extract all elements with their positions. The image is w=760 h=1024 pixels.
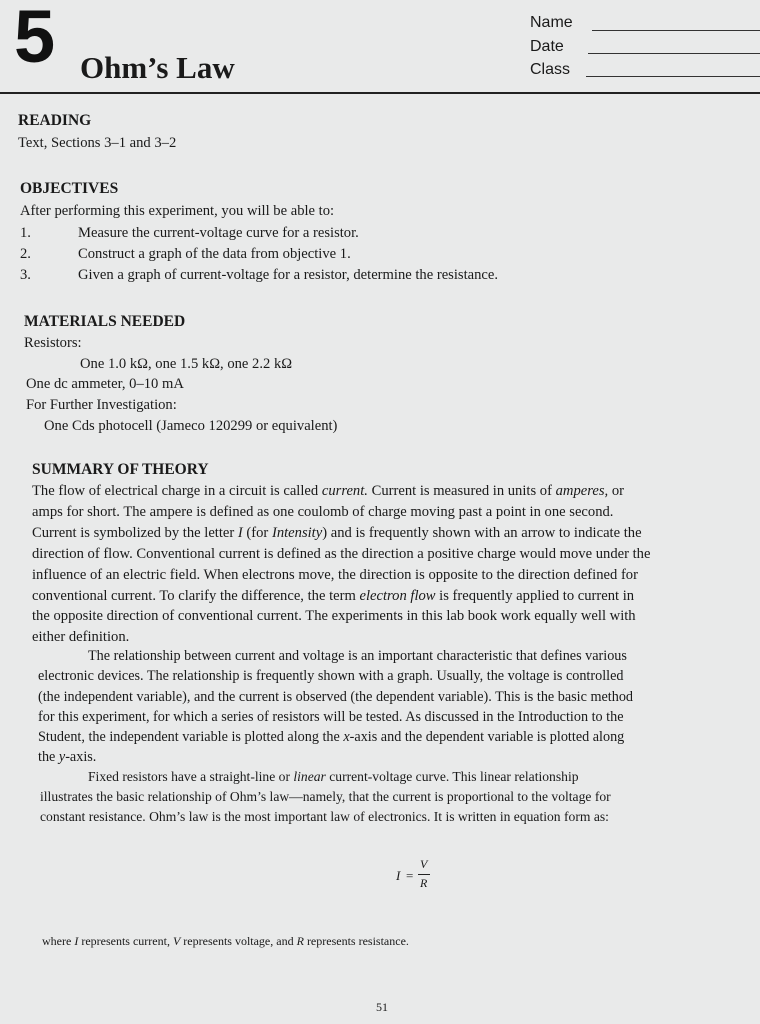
materials-line: For Further Investigation:	[26, 397, 177, 413]
text-segment: y	[58, 749, 66, 765]
objective-item: Given a graph of current-voltage for a resistor, determine the resistance.	[78, 267, 499, 283]
equation-lhs: I	[396, 868, 401, 883]
text-segment: linear	[293, 769, 326, 784]
text-segment: amps for short. The ampere is defined as one coulomb of charge moving past a point in one second.	[32, 504, 614, 520]
name-label: Name	[530, 14, 573, 31]
text-segment: electronic devices. The relationship is frequently shown with a graph. Usually, the voltage is controlled	[38, 668, 624, 684]
summary-line	[38, 689, 633, 706]
summary-line	[32, 546, 650, 563]
text-segment: Fixed resistors have a straight-line or	[88, 769, 294, 784]
text-segment: R	[296, 934, 304, 948]
objective-item: Measure the current-voltage curve for a resistor.	[78, 225, 359, 241]
materials-line: Resistors:	[24, 335, 82, 351]
materials-line: One dc ammeter, 0–10 mA	[26, 376, 184, 392]
text-segment: Intensity	[271, 525, 323, 541]
text-segment: -axis.	[65, 749, 97, 765]
text-segment: (for	[242, 525, 272, 541]
summary-line	[32, 483, 624, 500]
text-segment: represents resistance.	[303, 934, 409, 948]
text-segment: V	[172, 934, 181, 948]
text-segment: where	[42, 934, 75, 948]
equation-numerator: V	[420, 857, 428, 871]
materials-line: One 1.0 kΩ, one 1.5 kΩ, one 2.2 kΩ	[80, 356, 293, 372]
objective-num: 1.	[20, 225, 31, 241]
text-segment: The relationship between current and voltage is an important characteristic that defines various	[88, 648, 627, 664]
equation-equals: =	[406, 868, 414, 883]
reading-text: Text, Sections 3–1 and 3–2	[18, 135, 177, 151]
text-segment: the opposite direction of conventional current. The experiments in this lab book work equally well with	[32, 608, 636, 624]
summary-line	[88, 769, 579, 785]
header-rule	[0, 92, 760, 94]
objectives-intro: After performing this experiment, you will be able to:	[20, 203, 335, 219]
text-segment: ) and is frequently shown with an arrow to indicate the	[322, 525, 642, 541]
text-segment: the	[38, 749, 59, 765]
text-segment: for this experiment, for which a series of resistors will be tested. As discussed in the Introduction to the	[38, 709, 624, 725]
class-label: Class	[530, 61, 571, 78]
text-segment: current-voltage curve. This linear relationship	[325, 769, 579, 784]
summary-line	[32, 588, 634, 605]
text-segment: is frequently applied to current in	[435, 588, 635, 604]
chapter-number: 5	[14, 0, 56, 78]
summary-heading: SUMMARY OF THEORY	[32, 461, 209, 478]
objectives-heading: OBJECTIVES	[20, 180, 119, 197]
text-segment: influence of an electric field. When electrons move, the direction is opposite to the direction defined for	[32, 567, 638, 583]
text-segment: x	[343, 729, 350, 745]
text-segment: or	[608, 483, 624, 499]
text-segment: current.	[321, 483, 368, 499]
text-segment: (the independent variable), and the current is observed (the dependent variable). This is the basic method	[38, 689, 634, 705]
text-segment: Student, the independent variable is plotted along the	[38, 729, 344, 745]
summary-line	[38, 709, 624, 726]
reading-heading: READING	[18, 112, 92, 129]
text-segment: represents current,	[78, 934, 173, 948]
objective-item: Construct a graph of the data from objective 1.	[78, 246, 351, 262]
summary-line	[38, 749, 96, 766]
date-label: Date	[530, 38, 564, 55]
summary-line	[32, 525, 642, 542]
summary-line	[40, 809, 609, 825]
text-segment: represents voltage, and	[180, 934, 297, 948]
text-segment: Current is symbolized by the letter	[32, 525, 238, 541]
text-segment: The flow of electrical charge in a circuit is called	[32, 483, 322, 499]
text-segment: either definition.	[32, 629, 130, 645]
text-segment: amperes,	[555, 483, 609, 499]
equation-denominator: R	[420, 876, 428, 890]
text-segment: electron flow	[359, 588, 436, 604]
text-segment: conventional current. To clarify the difference, the term	[32, 588, 360, 604]
summary-line	[32, 567, 638, 584]
page-title: Ohm’s Law	[80, 50, 235, 85]
materials-line: One Cds photocell (Jameco 120299 or equivalent)	[44, 418, 338, 434]
class-field[interactable]	[586, 76, 760, 77]
summary-line	[32, 504, 613, 521]
objective-num: 2.	[20, 246, 31, 262]
text-segment: direction of flow. Conventional current is defined as the direction a positive charge would move under the	[32, 546, 651, 562]
name-field[interactable]	[592, 30, 760, 31]
text-segment: I	[237, 525, 243, 541]
summary-line	[32, 629, 129, 646]
fraction-bar	[418, 874, 430, 875]
equation-legend	[42, 934, 409, 949]
summary-line	[88, 648, 627, 665]
summary-line	[38, 729, 624, 746]
summary-line	[38, 668, 623, 685]
date-field[interactable]	[588, 53, 760, 54]
summary-line	[40, 789, 611, 805]
text-segment: I	[74, 934, 79, 948]
text-segment: -axis and the dependent variable is plotted along	[349, 729, 625, 745]
text-segment: Current is measured in units of	[367, 483, 556, 499]
page-number: 51	[376, 1000, 388, 1014]
objective-num: 3.	[20, 267, 31, 283]
text-segment: constant resistance. Ohm’s law is the most important law of electronics. It is written in equation form as:	[40, 809, 609, 824]
summary-line	[32, 608, 636, 625]
materials-heading: MATERIALS NEEDED	[24, 313, 186, 330]
text-segment: illustrates the basic relationship of Ohm’s law—namely, that the current is proportional to the voltage for	[40, 789, 611, 804]
